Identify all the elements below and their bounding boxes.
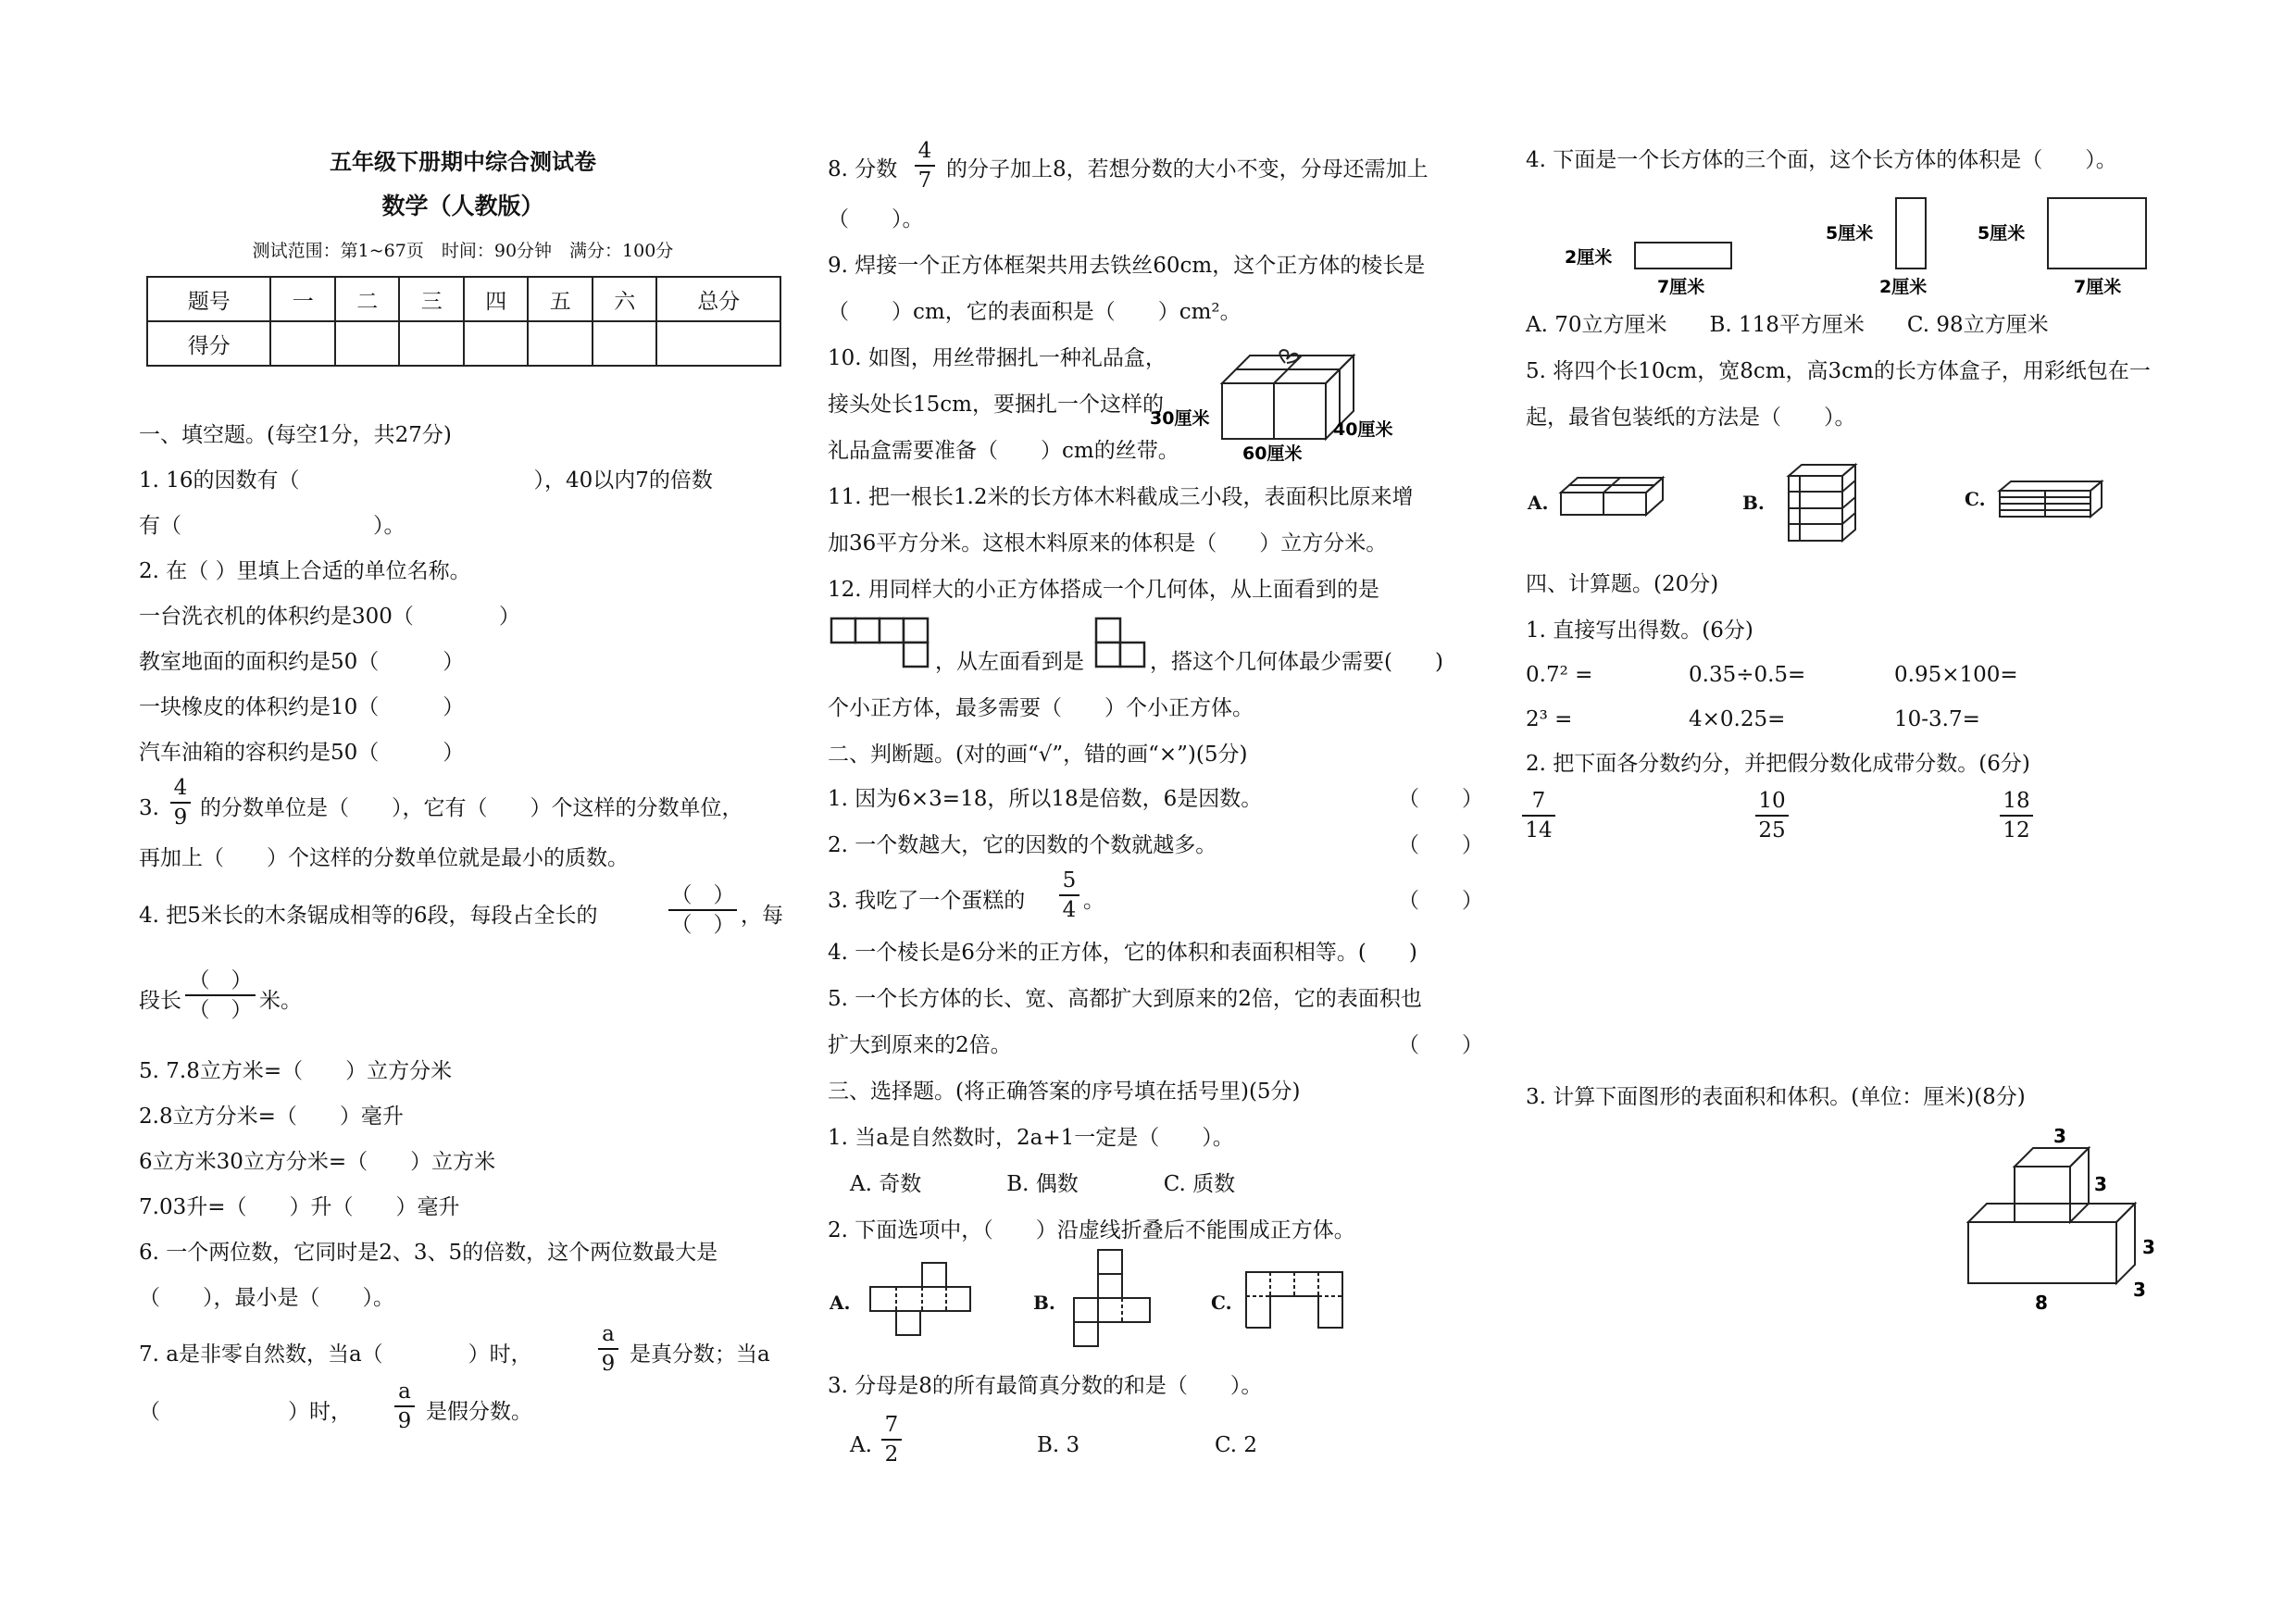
option-a-label: A. — [850, 1433, 872, 1457]
question-text: （ ）。 — [828, 207, 924, 231]
judge-item: 1. 因为6×3=18，所以18是倍数，6是因数。 — [828, 787, 1263, 811]
score-header-cell: 题号 — [147, 277, 270, 321]
dim-label: 3 — [2094, 1173, 2107, 1195]
choice-question: 5. 将四个长10cm，宽8cm，高3cm的长方体盒子，用彩纸包在一 — [1526, 359, 2151, 383]
score-value-row — [147, 321, 780, 366]
calc-item: 2³ = — [1526, 707, 1573, 731]
score-header-cell: 四 — [464, 277, 529, 321]
fraction — [394, 1380, 415, 1433]
fraction — [881, 1413, 902, 1467]
fraction-denominator: 2 — [884, 1442, 899, 1467]
question-text: （ ）时， — [139, 1400, 352, 1424]
judge-answer[interactable]: （ ） — [1398, 1033, 1483, 1057]
calc-question: 2. 把下面各分数约分，并把假分数化成带分数。(6分) — [1526, 752, 2030, 776]
score-header-cell: 三 — [399, 277, 464, 321]
choice-question: 3. 分母是8的所有最简真分数的和是（ ）。 — [828, 1374, 1263, 1398]
left-view-figure — [1094, 617, 1148, 670]
fraction-numerator: 5 — [1062, 868, 1077, 893]
judge-item: 。 — [1083, 889, 1104, 913]
package-a-figure — [1559, 474, 1666, 520]
score-cell[interactable] — [335, 321, 400, 366]
question-text: 加36平方分米。这根木料原来的体积是（ ）立方分米。 — [828, 531, 1388, 556]
fraction-denominator: 9 — [397, 1409, 412, 1433]
dim-label: 3 — [2133, 1279, 2146, 1301]
section-4-title: 四、计算题。(20分) — [1526, 572, 1719, 596]
question-text: 有（ ）。 — [139, 514, 406, 538]
choice-question: 2. 下面选项中，（ ）沿虚线折叠后不能围成正方体。 — [828, 1218, 1355, 1242]
question-text: 教室地面的面积约是50（ ） — [139, 650, 465, 674]
question-text: 礼品盒需要准备（ ）cm的丝带。 — [828, 439, 1179, 463]
question-text: 2. 在（ ）里填上合适的单位名称。 — [139, 559, 471, 583]
score-cell[interactable] — [270, 321, 335, 366]
net-b-figure — [1070, 1248, 1154, 1350]
fraction-denominator: 12 — [2003, 818, 2030, 843]
score-header-cell: 总分 — [656, 277, 780, 321]
fraction-numerator: 4 — [917, 139, 932, 163]
score-cell[interactable] — [399, 321, 464, 366]
column-2 — [815, 0, 1518, 1623]
box-width-label: 40厘米 — [1333, 419, 1393, 440]
blank-denominator[interactable]: （ ） — [188, 998, 253, 1022]
question-text: 7. a是非零自然数，当a（ ）时， — [139, 1342, 532, 1367]
fraction-numerator: 4 — [173, 776, 188, 800]
calc-question: 1. 直接写出得数。(6分) — [1526, 618, 1753, 643]
fraction-denominator: 14 — [1525, 818, 1553, 843]
fraction — [598, 1322, 618, 1376]
faces-figure — [1555, 191, 2240, 296]
judge-answer[interactable]: （ ） — [1398, 833, 1483, 857]
question-text: 一块橡皮的体积约是10（ ） — [139, 695, 465, 719]
option-c-label: C. — [1965, 488, 1986, 510]
blank-numerator[interactable]: （ ） — [188, 968, 253, 993]
top-view-figure — [830, 617, 933, 670]
section-3-title: 三、选择题。(将正确答案的序号填在括号里)(5分) — [828, 1080, 1301, 1104]
question-text: 的分数单位是（ ），它有（ ）个这样的分数单位， — [200, 796, 743, 820]
score-header-row — [147, 277, 780, 321]
dim-label: 8 — [2035, 1292, 2048, 1314]
net-c-figure — [1244, 1270, 1346, 1331]
score-cell[interactable] — [593, 321, 657, 366]
question-text: 个小正方体，最多需要（ ）个小正方体。 — [828, 696, 1254, 720]
option-b-label: B. — [1033, 1292, 1055, 1314]
fraction-numerator: 7 — [1531, 789, 1546, 813]
option-c-label: C. — [1211, 1292, 1232, 1314]
fraction — [1755, 789, 1789, 843]
score-header-cell: 六 — [593, 277, 657, 321]
fraction-numerator: 10 — [1758, 789, 1786, 813]
dim-label: 3 — [2142, 1236, 2155, 1258]
choice-question: 4. 下面是一个长方体的三个面，这个长方体的体积是（ ）。 — [1526, 148, 2117, 172]
question-text: （ ）cm，它的表面积是（ ）cm²。 — [828, 300, 1242, 324]
option-a-label: A. — [1528, 492, 1549, 514]
package-c-figure — [1998, 478, 2109, 520]
question-text: 12. 用同样大的小正方体搭成一个几何体，从上面看到的是 — [828, 578, 1379, 602]
fraction-denominator: 4 — [1062, 898, 1077, 922]
question-text: 段长 — [139, 989, 181, 1013]
question-text: （ ），最小是（ ）。 — [139, 1286, 394, 1310]
judge-item: 4. 一个棱长是6分米的正方体，它的体积和表面积相等。( ) — [828, 941, 1417, 965]
judge-answer[interactable]: （ ） — [1398, 889, 1483, 913]
judge-item: 5. 一个长方体的长、宽、高都扩大到原来的2倍，它的表面积也 — [828, 987, 1422, 1011]
score-header-cell: 五 — [528, 277, 593, 321]
column-3 — [1518, 0, 2296, 1623]
calc-question: 3. 计算下面图形的表面积和体积。(单位：厘米)(8分) — [1526, 1085, 2026, 1109]
exam-title: 五年级下册期中综合测试卷 — [330, 148, 596, 175]
box-height-label: 30厘米 — [1150, 408, 1210, 429]
score-table — [146, 276, 781, 367]
stacked-solid-figure — [1953, 1120, 2176, 1315]
package-b-figure — [1787, 461, 1861, 544]
question-text: 接头处长15cm，要捆扎一个这样的 — [828, 393, 1164, 417]
question-text: 2.8立方分米=（ ）毫升 — [139, 1105, 404, 1129]
face2-side-label: 5厘米 — [1826, 223, 1874, 243]
fraction-numerator: a — [398, 1380, 411, 1404]
question-text: 是真分数；当a — [630, 1342, 770, 1367]
question-text: 是假分数。 — [426, 1400, 532, 1424]
exam-subtitle: 数学（人教版） — [381, 193, 544, 219]
option-a-label: A. — [830, 1292, 851, 1314]
score-cell[interactable] — [464, 321, 529, 366]
score-row-label: 得分 — [147, 321, 270, 366]
fraction — [170, 776, 191, 830]
choice-question: 1. 当a是自然数时，2a+1一定是（ ）。 — [828, 1126, 1234, 1150]
net-a-figure — [868, 1261, 974, 1339]
fraction-denominator: 25 — [1758, 818, 1786, 843]
question-text: 5. 7.8立方米=（ ）立方分米 — [139, 1059, 453, 1083]
calc-item: 0.35÷0.5= — [1689, 663, 1806, 687]
question-text: 6立方米30立方分米=（ ）立方米 — [139, 1150, 496, 1174]
option-b-text: B. 3 — [1037, 1433, 1080, 1457]
question-text: ，搭这个几何体最少需要( ) — [1150, 650, 1443, 674]
fraction-numerator: 7 — [884, 1413, 899, 1437]
fraction — [915, 139, 935, 193]
judge-item: 扩大到原来的2倍。 — [828, 1033, 1012, 1057]
judge-item: 3. 我吃了一个蛋糕的 — [828, 889, 1026, 913]
fraction — [1059, 868, 1079, 922]
score-header-cell: 一 — [270, 277, 335, 321]
face3-side-label: 5厘米 — [1978, 223, 2026, 243]
question-text: 3. — [139, 796, 159, 820]
choice-options: A. 奇数 B. 偶数 C. 质数 — [850, 1172, 1236, 1196]
option-b-label: B. — [1742, 492, 1765, 514]
question-text: 再加上（ ）个这样的分数单位就是最小的质数。 — [139, 846, 629, 870]
face3-bottom-label: 7厘米 — [2074, 277, 2122, 297]
dim-label: 3 — [2053, 1125, 2066, 1147]
fraction — [2000, 789, 2033, 843]
question-text: 7.03升=（ ）升（ ）毫升 — [139, 1195, 460, 1219]
fraction-blank — [668, 883, 737, 937]
fraction-denominator: 7 — [917, 169, 932, 193]
column-1 — [0, 0, 805, 1623]
fraction-denominator: 9 — [173, 805, 188, 830]
score-cell[interactable] — [528, 321, 593, 366]
calc-item: 4×0.25= — [1689, 707, 1786, 731]
question-text: 汽车油箱的容积约是50（ ） — [139, 741, 465, 765]
fraction-numerator: a — [602, 1322, 615, 1346]
question-text: 的分子加上8，若想分数的大小不变，分母还需加上 — [946, 157, 1429, 181]
question-text: ，每 — [741, 904, 783, 928]
choice-question: 起，最省包装纸的方法是（ ）。 — [1526, 406, 1856, 430]
gift-box-figure — [1150, 344, 1393, 464]
judge-item: 2. 一个数越大，它的因数的个数就越多。 — [828, 833, 1217, 857]
question-text: 10. 如图，用丝带捆扎一种礼品盒， — [828, 346, 1167, 370]
question-text: 1. 16的因数有（ ），40以内7的倍数 — [139, 468, 713, 493]
option-c-text: C. 2 — [1215, 1433, 1258, 1457]
fraction-numerator: 18 — [2003, 789, 2030, 813]
fraction-denominator: 9 — [601, 1352, 616, 1376]
face2-bottom-label: 2厘米 — [1879, 277, 1928, 297]
choice-options: A. 70立方厘米 B. 118平方厘米 C. 98立方厘米 — [1526, 313, 2049, 337]
question-text: 8. 分数 — [828, 157, 898, 181]
question-text: 6. 一个两位数，它同时是2、3、5的倍数，这个两位数最大是 — [139, 1241, 718, 1265]
blank-numerator[interactable]: （ ） — [670, 883, 735, 907]
box-length-label: 60厘米 — [1242, 443, 1303, 464]
fraction-blank — [185, 968, 256, 1022]
question-text: 9. 焊接一个正方体框架共用去铁丝60cm，这个正方体的棱长是 — [828, 254, 1426, 278]
question-text: 4. 把5米长的木条锯成相等的6段，每段占全长的 — [139, 904, 598, 928]
section-2-title: 二、判断题。(对的画“√”，错的画“×”)(5分) — [828, 743, 1248, 767]
calc-item: 0.95×100= — [1894, 663, 2018, 687]
calc-item: 10-3.7= — [1894, 707, 1980, 731]
face1-side-label: 2厘米 — [1565, 247, 1613, 268]
judge-answer[interactable]: （ ） — [1398, 787, 1483, 811]
face1-bottom-label: 7厘米 — [1657, 277, 1705, 297]
section-1-title: 一、填空题。(每空1分，共27分) — [139, 423, 452, 447]
fraction — [1522, 789, 1555, 843]
question-text: ，从左面看到是 — [935, 650, 1084, 674]
calc-item: 0.7² = — [1526, 663, 1593, 687]
question-text: 11. 把一根长1.2米的长方体木料截成三小段，表面积比原来增 — [828, 485, 1414, 509]
blank-denominator[interactable]: （ ） — [670, 913, 735, 937]
exam-info: 测试范围：第1~67页 时间：90分钟 满分：100分 — [252, 241, 674, 261]
question-text: 米。 — [259, 989, 302, 1013]
score-cell[interactable] — [656, 321, 780, 366]
question-text: 一台洗衣机的体积约是300（ ） — [139, 605, 520, 629]
score-header-cell: 二 — [335, 277, 400, 321]
